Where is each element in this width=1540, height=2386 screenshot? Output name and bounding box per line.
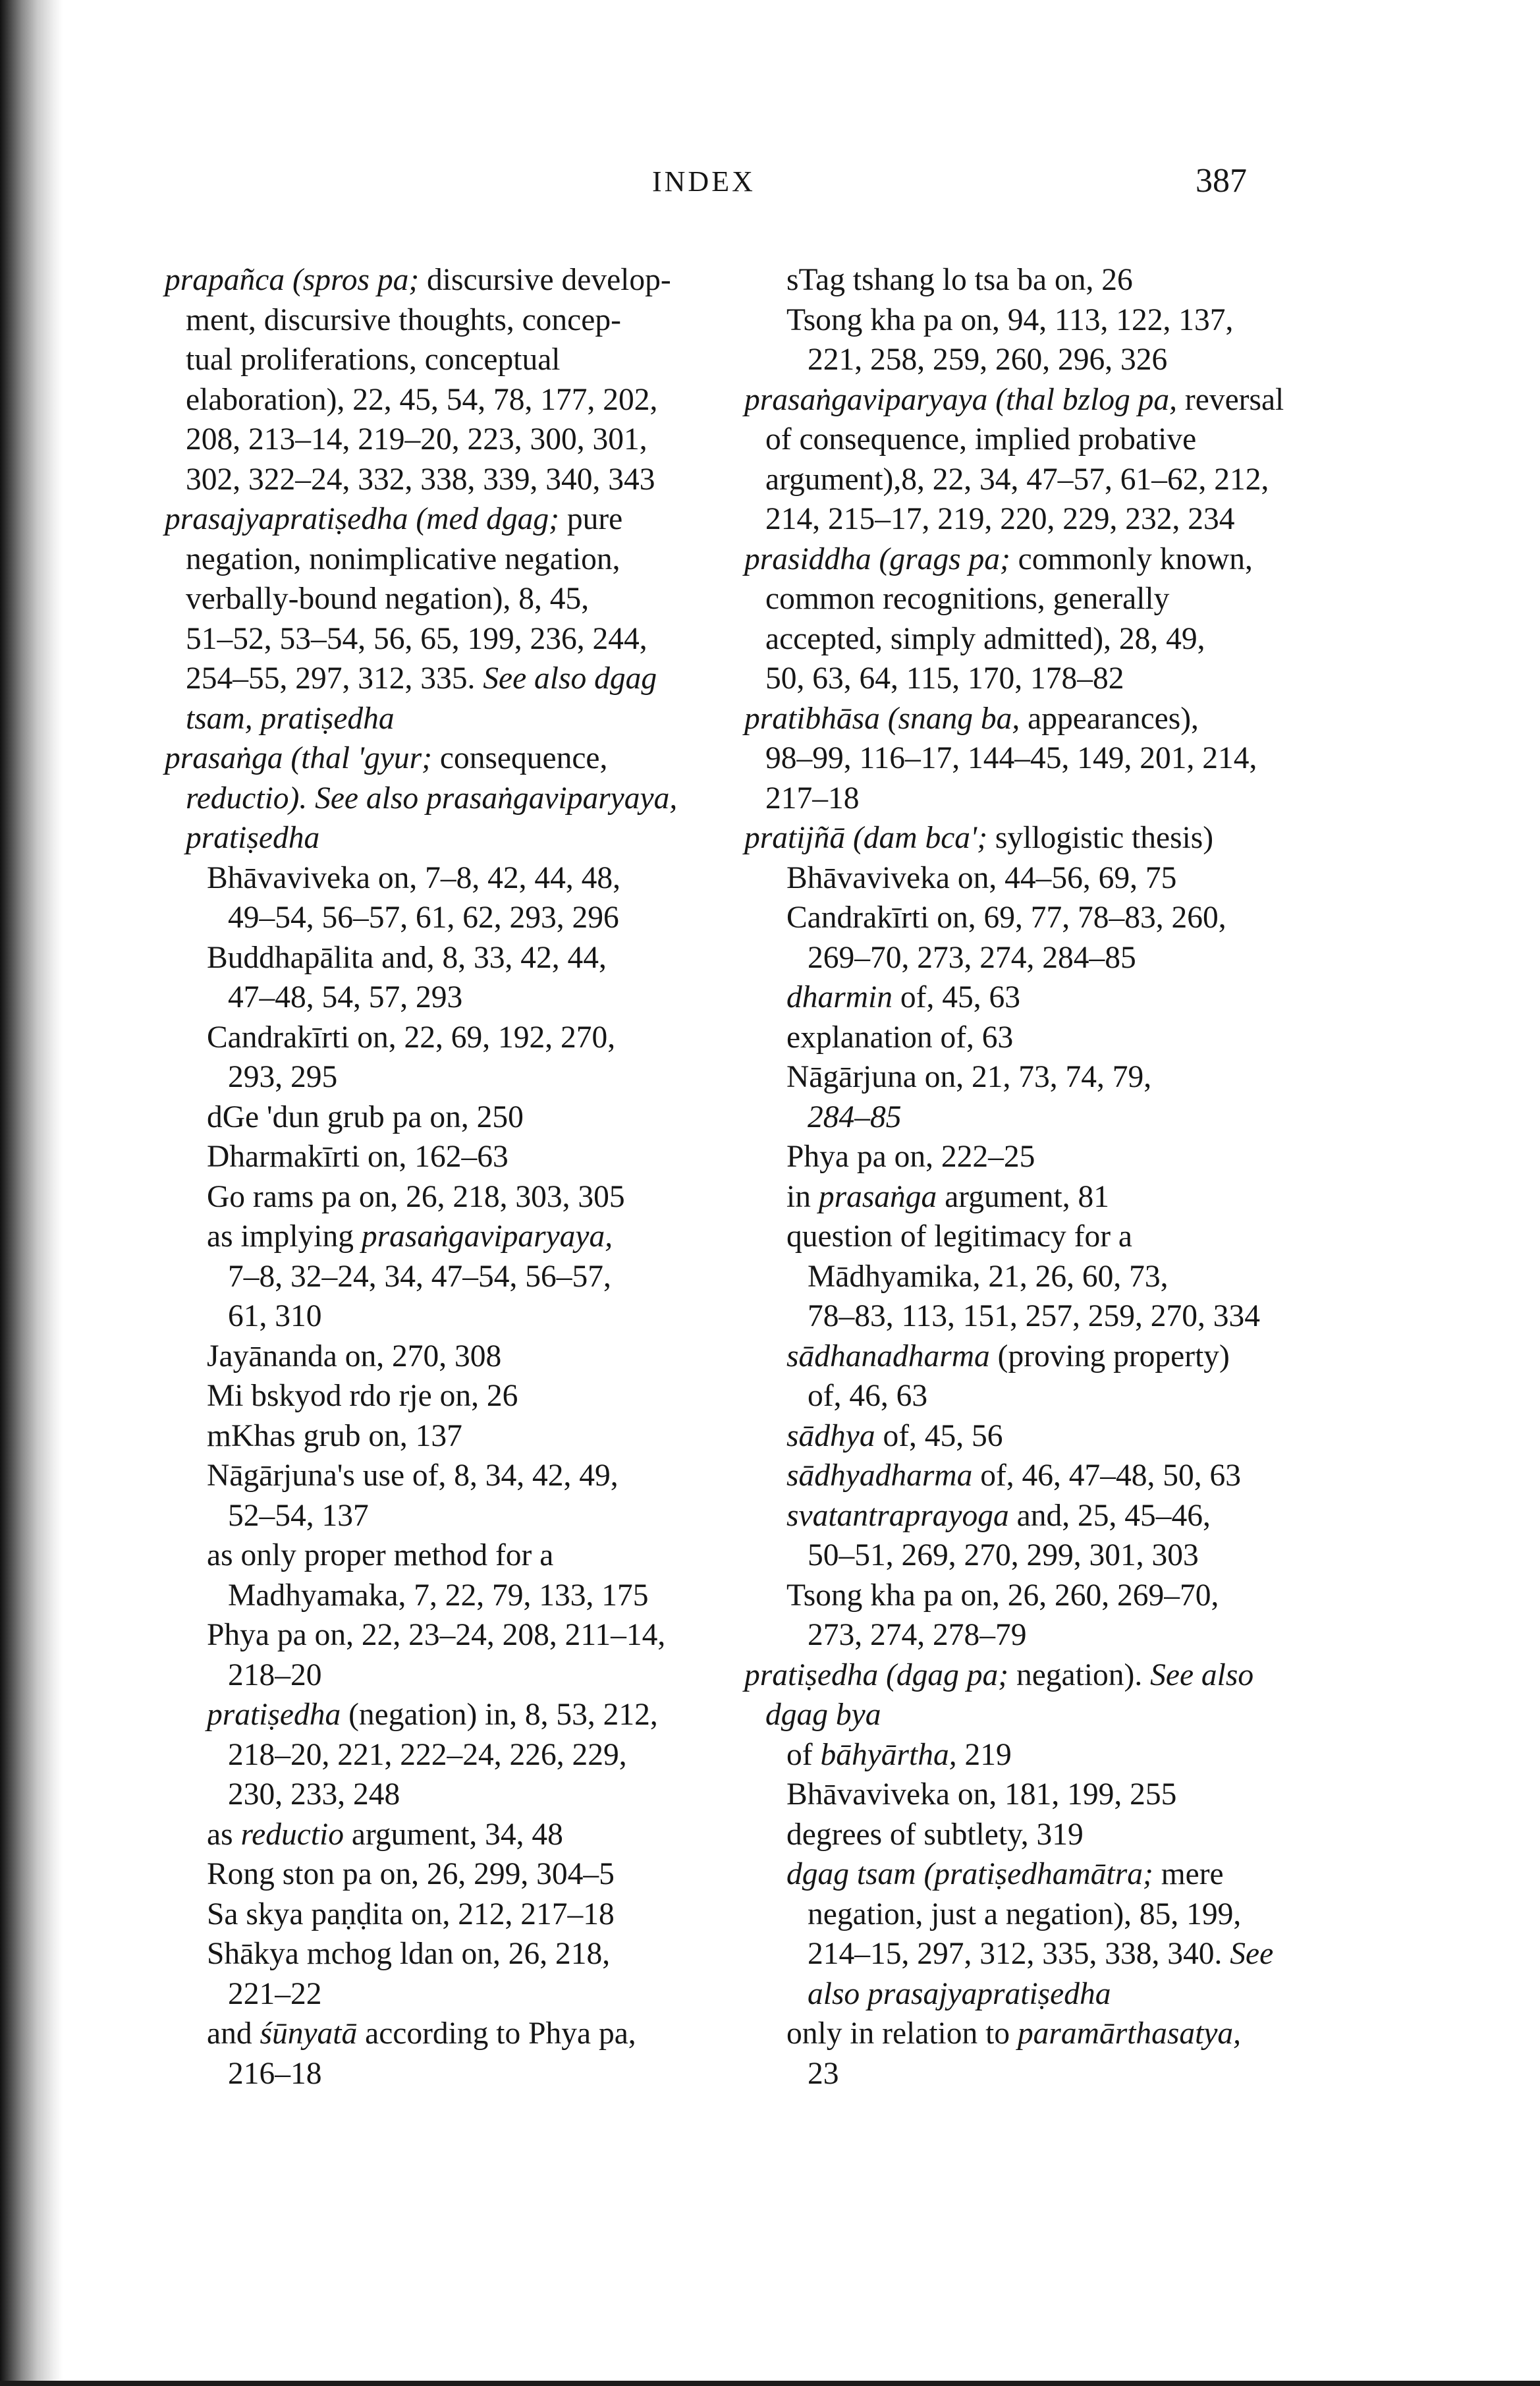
entry-text: Candrakīrti on, 22, 69, 192, 270, [207,1020,616,1055]
entry-text: of, 45, 56 [875,1418,1003,1453]
index-entry-line [165,978,771,1018]
index-entry-line [744,1257,1350,1297]
index-entry-line [165,1735,771,1775]
index-entry-headword-line [744,699,1350,739]
index-entry-line [165,1655,771,1696]
index-entry-line [165,1536,771,1576]
index-entry-headword-line [165,499,771,540]
entry-text: 51–52, 53–54, 56, 65, 199, 236, 244, [186,621,647,656]
entry-text: Go rams pa on, 26, 218, 303, 305 [207,1179,625,1214]
index-entry-line [744,1974,1350,2014]
entry-text: 293, 295 [228,1060,338,1094]
index-entry-line [165,699,771,739]
entry-text: Nāgārjuna's use of, 8, 34, 42, 49, [207,1458,619,1493]
entry-text: 49–54, 56–57, 61, 62, 293, 296 [228,901,619,935]
entry-text: according to Phya pa, [357,2016,636,2051]
entry-text: Tsong kha pa on, 26, 260, 269–70, [786,1578,1219,1613]
italic-term: pratiṣedha [186,821,320,855]
index-entry-line [744,1337,1350,1377]
index-entry-line [165,579,771,619]
index-entry-line [165,1615,771,1655]
running-head: INDEX [652,165,756,198]
entry-text: 230, 233, 248 [228,1777,400,1812]
entry-text: Tsong kha pa on, 94, 113, 122, 137, [786,302,1234,337]
italic-term: prasaṅgaviparyaya, [361,1219,613,1254]
index-entry-line [744,1177,1350,1217]
entry-text: as [207,1817,241,1852]
entry-text: 23 [808,2056,839,2091]
entry-text: discursive develop- [419,263,671,297]
index-entry-line [165,1934,771,1974]
index-entry-line [165,1337,771,1377]
entry-text: (proving property) [989,1339,1230,1373]
index-entry-line [165,1854,771,1895]
index-entry-line [744,260,1350,300]
entry-text: in [786,1179,819,1214]
entry-text: as only proper method for a [207,1538,554,1572]
index-entry-line [744,1854,1350,1895]
index-entry-line [165,1097,771,1138]
index-entry-line [744,460,1350,500]
index-entry-line [744,1057,1350,1097]
page-edge [0,2381,1540,2386]
index-entry-line [744,1416,1350,1457]
index-entry-line [744,1456,1350,1496]
entry-text: argument, 34, 48 [344,1817,563,1852]
entry-text: 78–83, 113, 151, 257, 259, 270, 334 [808,1299,1260,1333]
entry-text: syllogistic thesis) [987,821,1214,855]
index-entry-line [744,1775,1350,1815]
book-binding-shadow [0,0,63,2386]
entry-text: 208, 213–14, 219–20, 223, 300, 301, [186,422,647,457]
entry-text: explanation of, 63 [786,1020,1014,1055]
entry-text: reversal [1177,382,1284,417]
index-entry-line [744,1296,1350,1337]
entry-text: degrees of subtlety, 319 [786,1817,1084,1852]
entry-text: Mādhyamika, 21, 26, 60, 73, [808,1259,1169,1294]
italic-term: dgag tsam (pratiṣedhamātra; [786,1857,1153,1891]
index-entry-line [744,779,1350,819]
index-entry-line [165,619,771,659]
italic-term: pratiṣedha (dgag pa; [744,1657,1009,1692]
entry-text: sTag tshang lo tsa ba on, 26 [786,263,1133,297]
index-entry-line [165,2014,771,2054]
index-entry-line [744,1615,1350,1655]
index-entry-line [165,460,771,500]
index-entry-line [744,579,1350,619]
italic-term: See also [1150,1657,1254,1692]
index-entry-line [165,1137,771,1177]
entry-text: Rong ston pa on, 26, 299, 304–5 [207,1857,615,1891]
index-entry-line [744,300,1350,341]
entry-text: 98–99, 116–17, 144–45, 149, 201, 214, [765,741,1257,775]
italic-term: pratijñā (dam bca'; [744,821,988,855]
index-entry-line [165,1496,771,1536]
entry-text: 221, 258, 259, 260, 296, 326 [808,343,1168,377]
index-entry-line [165,938,771,978]
entry-text: Madhyamaka, 7, 22, 79, 133, 175 [228,1578,649,1613]
italic-term: See [1230,1937,1274,1971]
italic-term: prasaṅga (thal 'gyur; [165,741,432,775]
index-entry-line [165,1018,771,1058]
entry-text: Jayānanda on, 270, 308 [207,1339,502,1373]
entry-text: consequence, [431,741,608,775]
entry-text: (negation) in, 8, 53, 212, [341,1698,658,1732]
entry-text: 214–15, 297, 312, 335, 338, 340. [808,1937,1230,1971]
entry-text: mere [1153,1857,1224,1891]
index-entry-line [165,380,771,420]
index-entry-line [165,1895,771,1935]
index-entry-line [165,1695,771,1735]
italic-term: pratiṣedha [207,1698,341,1732]
index-entry-line [165,898,771,938]
entry-text: 219 [956,1737,1012,1772]
entry-text: Phya pa on, 22, 23–24, 208, 211–14, [207,1618,666,1652]
entry-text: mKhas grub on, 137 [207,1418,462,1453]
index-entry-line [165,1296,771,1337]
entry-text: as implying [207,1219,362,1254]
index-entry-line [744,1895,1350,1935]
index-entry-line [744,1735,1350,1775]
index-entry-line [744,1217,1350,1257]
index-entry-line [744,1695,1350,1735]
italic-term: svatantraprayoga [786,1498,1009,1533]
italic-term: prasiddha (grags pa; [744,541,1010,576]
entry-text: 302, 322–24, 332, 338, 339, 340, 343 [186,462,655,497]
entry-text: 218–20 [228,1657,322,1692]
entry-text: Bhāvaviveka on, 7–8, 42, 44, 48, [207,860,620,895]
italic-term: sādhya [786,1418,875,1453]
entry-text: 214, 215–17, 219, 220, 229, 232, 234 [765,502,1235,536]
index-entry-line [165,1775,771,1815]
index-column-right [744,260,1350,2094]
entry-text: only in relation to [786,2016,1018,2051]
italic-term: bāhyārtha, [820,1737,957,1772]
entry-text: 269–70, 273, 274, 284–85 [808,940,1136,975]
italic-term: dharmin [786,980,893,1014]
index-column-left [165,260,771,2094]
index-entry-line [744,1815,1350,1855]
index-entry-line [165,858,771,899]
italic-term: śūnyatā [260,2016,358,2051]
entry-text: Dharmakīrti on, 162–63 [207,1140,509,1174]
index-entry-headword-line [165,260,771,300]
entry-text: ment, discursive thoughts, concep- [186,302,621,337]
index-entry-line [744,898,1350,938]
index-entry-line [744,1934,1350,1974]
entry-text: 221–22 [228,1976,322,2011]
index-entry-line [165,300,771,341]
index-entry-line [744,1376,1350,1416]
entry-text: and, 25, 45–46, [1008,1498,1211,1533]
entry-text: negation, just a negation), 85, 199, [808,1897,1242,1931]
entry-text: Sa skya paṇḍita on, 212, 217–18 [207,1897,615,1931]
index-entry-line [165,1416,771,1457]
entry-text: Buddhapālita and, 8, 33, 42, 44, [207,940,607,975]
index-entry-line [744,1018,1350,1058]
italic-term: reductio [240,1817,344,1852]
index-entry-line [165,340,771,380]
index-entry-headword-line [744,380,1350,420]
index-entry-line [744,978,1350,1018]
page-number: 387 [1196,162,1247,200]
entry-text: 50, 63, 64, 115, 170, 178–82 [765,661,1124,696]
entry-text: Candrakīrti on, 69, 77, 78–83, 260, [786,901,1226,935]
index-entry-line [165,779,771,819]
index-entry-headword-line [744,1655,1350,1696]
index-entry-headword-line [165,738,771,779]
index-entry-line [744,1137,1350,1177]
entry-text: Bhāvaviveka on, 181, 199, 255 [786,1777,1177,1812]
entry-text: 254–55, 297, 312, 335. [186,661,483,696]
index-entry-line [165,1376,771,1416]
index-entry-line [165,818,771,858]
italic-term: prasaṅgaviparyaya (thal bzlog pa, [744,382,1178,417]
index-entry-line [165,1177,771,1217]
entry-text: Mi bskyod rdo rje on, 26 [207,1379,518,1413]
index-entry-line [165,1974,771,2014]
index-entry-line [165,1815,771,1855]
index-entry-line [744,1536,1350,1576]
italic-term: reductio). See also prasaṅgaviparyaya, [186,781,678,816]
entry-text: of, 46, 47–48, 50, 63 [972,1458,1242,1493]
italic-term: See also dgag [483,661,657,696]
index-entry-headword-line [744,540,1350,580]
index-entry-line [744,2014,1350,2054]
index-entry-line [744,858,1350,899]
index-entry-line [744,738,1350,779]
entry-text: Bhāvaviveka on, 44–56, 69, 75 [786,860,1177,895]
index-entry-line [744,619,1350,659]
entry-text: negation, nonimplicative negation, [186,541,620,576]
italic-term: sādhyadharma [786,1458,973,1493]
index-entry-line [165,1217,771,1257]
italic-term: paramārthasatya, [1017,2016,1242,2051]
italic-term: dgag bya [765,1698,881,1732]
entry-text: verbally-bound negation), 8, 45, [186,582,590,616]
entry-text: of [786,1737,821,1772]
entry-text: 50–51, 269, 270, 299, 301, 303 [808,1538,1199,1572]
italic-term: prapañca (spros pa; [165,263,420,297]
entry-text: of consequence, implied probative [765,422,1197,457]
entry-text: of, 45, 63 [893,980,1020,1014]
index-entry-line [165,1257,771,1297]
index-entry-line [744,1496,1350,1536]
index-entry-line [744,420,1350,460]
italic-term: prasaṅga [818,1179,937,1214]
italic-term: also prasajyapratiṣedha [808,1976,1111,2011]
entry-text: 273, 274, 278–79 [808,1618,1027,1652]
index-entry-line [165,1456,771,1496]
entry-text: Shākya mchog ldan on, 26, 218, [207,1937,611,1971]
entry-text: commonly known, [1010,541,1253,576]
entry-text: question of legitimacy for a [786,1219,1132,1254]
entry-text: negation). [1008,1657,1151,1692]
entry-text: 52–54, 137 [228,1498,369,1533]
entry-text: 218–20, 221, 222–24, 226, 229, [228,1737,627,1772]
entry-text: 217–18 [765,781,860,816]
entry-text: pure [559,502,623,536]
entry-text: argument, 81 [937,1179,1109,1214]
entry-text: of, 46, 63 [808,1379,928,1413]
entry-text: accepted, simply admitted), 28, 49, [765,621,1205,656]
entry-text: appearances), [1020,701,1199,736]
index-entry-headword-line [744,818,1350,858]
entry-text: argument),8, 22, 34, 47–57, 61–62, 212, [765,462,1269,497]
index-entry-line [165,540,771,580]
entry-text: Nāgārjuna on, 21, 73, 74, 79, [786,1060,1152,1094]
entry-text: tual proliferations, conceptual [186,343,561,377]
index-entry-line [165,1576,771,1616]
index-entry-line [744,659,1350,699]
entry-text: dGe 'dun grub pa on, 250 [207,1099,524,1134]
index-entry-line [744,340,1350,380]
italic-term: 284–85 [808,1099,902,1134]
index-entry-line [744,499,1350,540]
entry-text: 47–48, 54, 57, 293 [228,980,463,1014]
italic-term: tsam, pratiṣedha [186,701,395,736]
index-entry-line [744,938,1350,978]
entry-text: 7–8, 32–24, 34, 47–54, 56–57, [228,1259,611,1294]
entry-text: Phya pa on, 222–25 [786,1140,1035,1174]
index-entry-line [165,1057,771,1097]
index-entry-line [165,420,771,460]
entry-text: 216–18 [228,2056,322,2091]
index-entry-line [165,2054,771,2094]
italic-term: pratibhāsa (snang ba, [744,701,1020,736]
index-entry-line [744,1097,1350,1138]
italic-term: sādhanadharma [786,1339,990,1373]
index-entry-line [165,659,771,699]
entry-text: and [207,2016,260,2051]
index-entry-line [744,1576,1350,1616]
entry-text: 61, 310 [228,1299,322,1333]
index-entry-line [744,2054,1350,2094]
italic-term: prasajyapratiṣedha (med dgag; [165,502,559,536]
entry-text: common recognitions, generally [765,582,1170,616]
entry-text: elaboration), 22, 45, 54, 78, 177, 202, [186,382,658,417]
